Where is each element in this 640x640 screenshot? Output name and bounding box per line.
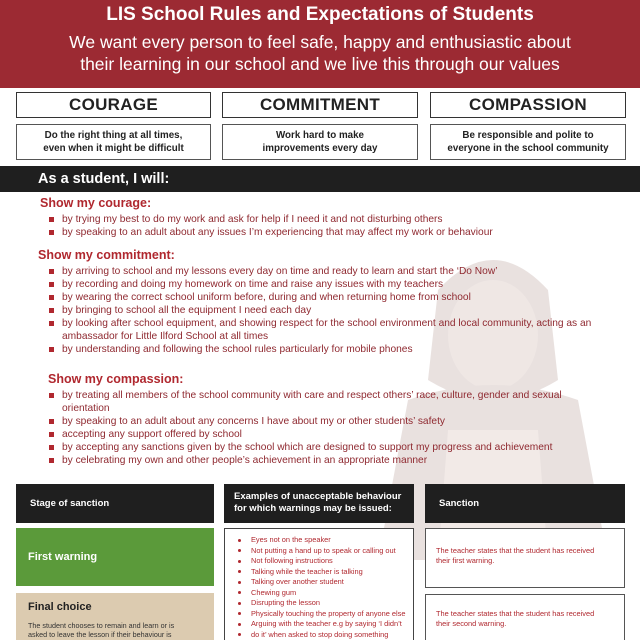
list-item: by looking after school equipment, and showing respect for the school environment and local community, acting as an ambassador for Little Ilford School at all times: [32, 317, 592, 343]
table-header-line: Examples of unacceptable behaviour: [234, 491, 402, 502]
example-item: Arguing with the teacher e.g by saying ‘I didn’t: [235, 619, 407, 630]
first-warning-cell: First warning: [16, 528, 214, 586]
sanction-first-warning: [425, 528, 625, 588]
subtitle-line-2: their learning in our school and we live this through our values: [80, 54, 560, 74]
page-subtitle: [0, 31, 640, 75]
list-item: by trying my best to do my work and ask for help if I need it and not disturbing others: [32, 213, 592, 226]
list-item: by recording and doing my homework on time and raise any issues with my teachers: [32, 278, 592, 291]
final-choice-desc-line: The student chooses to remain and learn or is: [28, 621, 175, 630]
page-title: LIS School Rules and Expectations of Students: [106, 4, 534, 25]
example-item: Not putting a hand up to speak or calling out: [235, 546, 407, 557]
value-desc-line: Work hard to make: [275, 130, 364, 141]
example-item: Talking while the teacher is talking: [235, 567, 407, 578]
value-desc-line: improvements every day: [262, 142, 378, 154]
section-heading: Show my compassion:: [48, 372, 184, 386]
list-item: by bringing to school all the equipment I need each day: [32, 304, 592, 317]
section-list: [32, 213, 592, 239]
value-courage-title: COURAGE: [16, 92, 211, 118]
examples-list: [235, 535, 407, 640]
table-header-stage: Stage of sanction: [16, 484, 214, 523]
example-item: Talking over another student: [235, 577, 407, 588]
table-header-line: for which warnings may be issued:: [234, 503, 392, 514]
value-courage-desc: [16, 124, 211, 160]
example-item: Disrupting the lesson: [235, 598, 407, 609]
value-compassion-title: COMPASSION: [430, 92, 626, 118]
sanction-line: their first warning.: [436, 556, 495, 565]
table-header-sanction: Sanction: [425, 484, 625, 523]
final-choice-desc-line: asked to leave the lesson if their behaviour is: [28, 630, 172, 639]
list-item: by speaking to an adult about any issues I’m experiencing that may affect my work or behaviour: [32, 226, 592, 239]
list-item: by understanding and following the school rules particularly for mobile phones: [32, 343, 592, 356]
list-item: accepting any support offered by school: [32, 428, 592, 441]
value-commitment-desc: [222, 124, 418, 160]
final-choice-desc: [28, 621, 202, 639]
sanction-line: The teacher states that the student has received: [436, 546, 595, 555]
list-item: by accepting any sanctions given by the school which are designed to support my progress and achievement: [32, 441, 592, 454]
example-item: Physically touching the property of anyone else: [235, 609, 407, 620]
value-desc-line: Do the right thing at all times,: [44, 130, 183, 141]
table-header-examples: [224, 484, 414, 523]
sanction-line: The teacher states that the student has received: [436, 609, 595, 618]
section-heading: Show my commitment:: [38, 248, 175, 262]
value-desc-line: everyone in the school community: [447, 142, 609, 154]
section-list: [32, 265, 592, 356]
sanction-line: their second warning.: [436, 619, 507, 628]
list-item: by wearing the correct school uniform before, during and when returning home from school: [32, 291, 592, 304]
sanction-final-choice: [425, 594, 625, 640]
example-item: Eyes not on the speaker: [235, 535, 407, 546]
value-commitment-title: COMMITMENT: [222, 92, 418, 118]
list-item: by speaking to an adult about any concerns I have about my or other students’ safety: [32, 415, 592, 428]
page-header: [0, 0, 640, 88]
student-heading-bar: As a student, I will:: [0, 166, 640, 192]
list-item: by arriving to school and my lessons every day on time and ready to learn and start the ‘Do Now’: [32, 265, 592, 278]
final-choice-cell: [16, 593, 214, 640]
section-heading: Show my courage:: [40, 196, 152, 210]
example-item: Chewing gum: [235, 588, 407, 599]
section-commitment: [32, 248, 592, 356]
list-item: by celebrating my own and other people’s achievement in an appropriate manner: [32, 454, 592, 467]
examples-cell: [224, 528, 414, 640]
subtitle-line-1: We want every person to feel safe, happy and enthusiastic about: [69, 32, 571, 52]
example-item: do it’ when asked to stop doing something: [235, 630, 407, 640]
value-compassion-desc: [430, 124, 626, 160]
section-list: [32, 389, 592, 467]
value-desc-line: even when it might be difficult: [43, 142, 184, 154]
value-desc-line: Be responsible and polite to: [462, 130, 594, 141]
section-courage: [32, 196, 592, 239]
section-compassion: [32, 372, 592, 467]
example-item: Not following instructions: [235, 556, 407, 567]
list-item: by treating all members of the school community with care and respect others’ race, culture, gender and sexual orientation: [32, 389, 592, 415]
final-choice-title: Final choice: [28, 601, 92, 613]
